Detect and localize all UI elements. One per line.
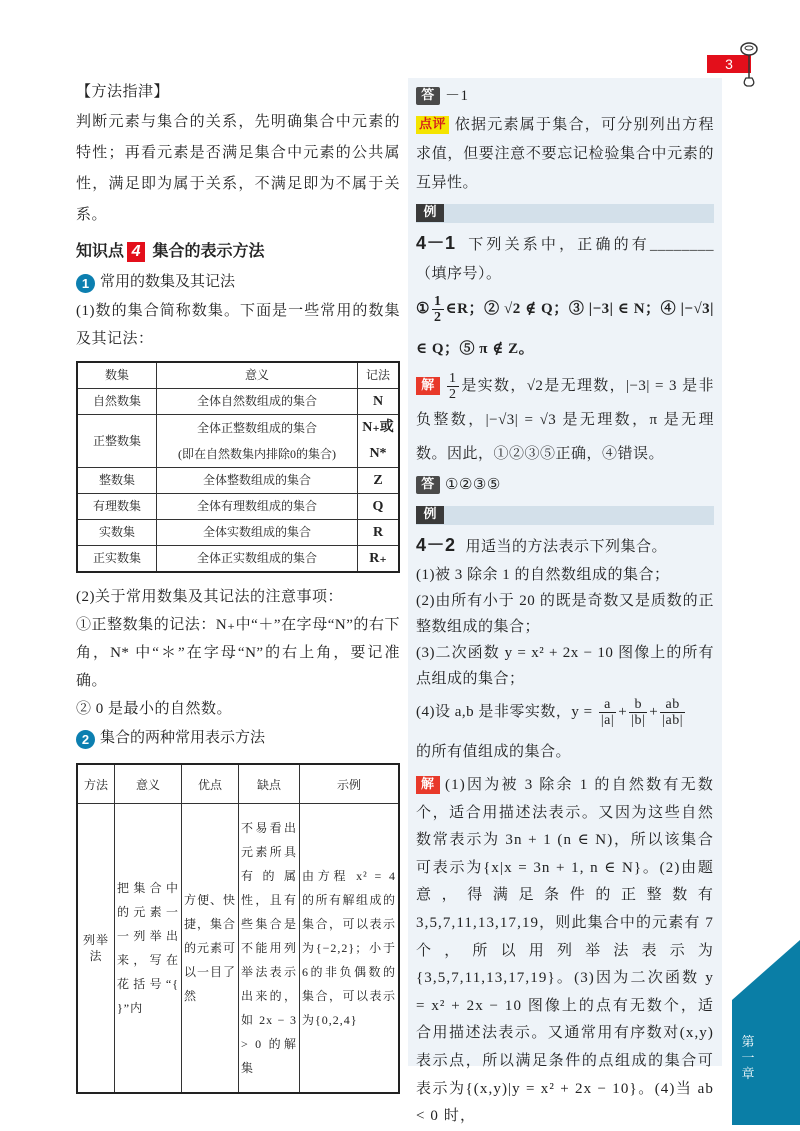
- kp-title: 集合的表示方法: [152, 243, 265, 260]
- table-header: 记法: [358, 362, 400, 389]
- set-notation: Q: [358, 494, 400, 520]
- example-4-1-items: [416, 289, 714, 369]
- table-row: [77, 494, 399, 520]
- set-name: 正整数集: [77, 415, 157, 468]
- kp-number-badge: 4: [127, 242, 145, 262]
- number-badge-icon: 1: [76, 274, 95, 293]
- notation-line: N₊或: [362, 420, 394, 435]
- subsection-title: 集合的两种常用表示方法: [100, 729, 266, 746]
- paragraph-1: (1)数的集合简称数集。下面是一些常用的数集及其记法：: [76, 303, 400, 347]
- plus-sign: +: [618, 704, 628, 720]
- set-notation: N: [358, 389, 400, 415]
- set-notation: R₊: [358, 546, 400, 573]
- set-notation: [358, 415, 400, 468]
- subsection-1-heading: [76, 267, 400, 297]
- item-prefix: ①: [416, 301, 431, 317]
- notation-alt: N*: [369, 446, 387, 461]
- solution-4-2: [416, 772, 714, 1131]
- table-header: 缺点: [239, 764, 300, 804]
- fraction: [660, 697, 685, 728]
- answer-text: ①②③⑤: [445, 477, 501, 493]
- example-item-1: (1)被 3 除余 1 的自然数组成的集合；: [416, 567, 670, 583]
- solution-label: 解: [416, 776, 440, 794]
- table-row: [77, 520, 399, 546]
- chapter-label: 第一章: [741, 1035, 755, 1082]
- fraction-denominator: 2: [434, 310, 442, 326]
- table-header-row: [77, 362, 399, 389]
- table-header: 意义: [115, 764, 182, 804]
- fraction-numerator: b: [629, 697, 647, 713]
- fraction: [599, 697, 616, 728]
- set-meaning: [157, 415, 358, 468]
- answer-text: －1: [445, 88, 469, 104]
- table-row: [77, 468, 399, 494]
- method-name: 列举法: [77, 804, 115, 1094]
- method-guide-text: 判断元素与集合的关系，先明确集合中元素的特性；再看元素是否满足集合中元素的公共属性，满足即为属于关系，不满足即为不属于关系。: [76, 114, 400, 223]
- example-4-1: [416, 229, 714, 289]
- set-name: 整数集: [77, 468, 157, 494]
- table-header: 示例: [300, 764, 400, 804]
- answer-2: [416, 471, 714, 500]
- set-meaning: 全体实数组成的集合: [157, 520, 358, 546]
- table-row: [77, 546, 399, 573]
- method-example: 由方程 x² = 4 的所有解组成的集合，可以表示为{−2,2}；小于6的非负偶数的集合，可以表示为{0,2,4}: [300, 804, 400, 1094]
- set-meaning: 全体自然数组成的集合: [157, 389, 358, 415]
- fraction-numerator: ab: [660, 697, 685, 713]
- subsection-2-heading: [76, 723, 400, 753]
- answer-1: [416, 82, 714, 111]
- method-pros: 方便、快捷，集合的元素可以一目了然: [182, 804, 239, 1094]
- example-item-3: (3)二次函数 y = x² + 2x − 10 图像上的所有点组成的集合；: [416, 645, 714, 687]
- right-column: [416, 82, 714, 1131]
- solution-label: 解: [416, 377, 440, 395]
- representation-methods-table: [76, 763, 400, 1094]
- solution-text: (1)因为被 3 除余 1 的自然数有无数个，适合用描述法表示。又因为这些自然数常表示为 3n + 1 (n ∈ N)，所以该集合可表示为{x|x = 3n + 1, n ∈ N}。(2)由题意，得满足条件的正整数有 3,5,7,11,13,17,19，则此集合中的元素有 7 个，所以用列举法表示为{3,5,7,11,13,17,19}。(3)因为二次函数 y = x² + 2x − 10 图像上的点有无数个，适合用描述法表示。又通常用有序数对(x,y)表示点，所以满足条件的点组成的集合可表示为{(x,y)|y = x² + 2x − 10}。(4)当 ab < 0 时，: [416, 777, 714, 1125]
- page-number: 3: [707, 55, 751, 73]
- items-text: ∈R；② √2 ∉ Q；③ |−3| ∈ N；④ |−√3| ∈ Q；⑤ π ∉ Z。: [416, 301, 714, 357]
- review-text: 依据元素属于集合，可分别列出方程求值，但要注意不要忘记检验集合中元素的互异性。: [416, 117, 714, 191]
- set-name: 正实数集: [77, 546, 157, 573]
- set-name: 实数集: [77, 520, 157, 546]
- number-sets-table: [76, 361, 400, 573]
- left-column: [76, 76, 400, 1094]
- set-meaning: 全体正实数组成的集合: [157, 546, 358, 573]
- table-header: 方法: [77, 764, 115, 804]
- note-2: ② 0 是最小的自然数。: [76, 701, 233, 717]
- table-header: 意义: [157, 362, 358, 389]
- fraction-numerator: a: [599, 697, 616, 713]
- fraction-denominator: |ab|: [662, 713, 684, 729]
- method-cons: 不易看出元素所具有的属性，且有些集合是不能用列举法表示出来的，如 2x − 3 > 0 的解集: [239, 804, 300, 1094]
- example-4-2: [416, 531, 714, 562]
- example-number: 4－2: [416, 535, 456, 555]
- table-row: [77, 804, 399, 1094]
- example-label: 例: [416, 204, 444, 222]
- set-meaning: 全体有理数组成的集合: [157, 494, 358, 520]
- set-notation: R: [358, 520, 400, 546]
- fraction-numerator: 1: [434, 294, 442, 310]
- example-item-2: (2)由所有小于 20 的既是奇数又是质数的正整数组成的集合；: [416, 593, 714, 635]
- fraction-denominator: |b|: [631, 713, 646, 729]
- set-meaning-line: 全体正整数组成的集合: [196, 421, 317, 435]
- note-1: ①正整数集的记法：N₊中“＋”在字母“N”的右下角，N* 中“＊”在字母“N”的右上角，要记准确。: [76, 617, 400, 689]
- table-header: 优点: [182, 764, 239, 804]
- fraction-denominator: 2: [449, 387, 457, 403]
- example-text: 下列关系中，正确的有________（填序号）。: [416, 237, 714, 282]
- table-header-row: [77, 764, 399, 804]
- fraction: [629, 697, 647, 728]
- knowledge-point-heading: [76, 237, 400, 267]
- fraction: [447, 371, 459, 402]
- answer-label: 答: [416, 87, 440, 105]
- example-bar: [416, 204, 714, 223]
- plus-sign: +: [649, 704, 659, 720]
- solution-4-1: [416, 369, 714, 471]
- fraction-numerator: 1: [449, 371, 457, 387]
- subsection-title: 常用的数集及其记法: [100, 273, 236, 290]
- paragraph-2: (2)关于常用数集及其记法的注意事项：: [76, 589, 343, 605]
- set-meaning-note: (即在自然数集内排除0的集合): [178, 447, 336, 461]
- fraction: [432, 294, 444, 325]
- kp-prefix: 知识点: [76, 243, 125, 260]
- item-prefix: (4)设 a,b 是非零实数，y =: [416, 704, 593, 720]
- fraction-denominator: |a|: [600, 713, 615, 729]
- example-number: 4－1: [416, 233, 456, 253]
- chapter-tab: [732, 940, 800, 1125]
- number-badge-icon: 2: [76, 730, 95, 749]
- example-label: 例: [416, 506, 444, 524]
- example-item-4: [416, 692, 714, 772]
- set-name: 自然数集: [77, 389, 157, 415]
- solution-text: 是实数，√2是无理数，|−3| = 3 是非负整数，|−√3| = √3 是无理数，π 是无理数。因此，①②③⑤正确，④错误。: [416, 378, 714, 462]
- set-notation: Z: [358, 468, 400, 494]
- method-meaning: 把集合中的元素一一列举出来，写在花括号“{ }”内: [115, 804, 182, 1094]
- table-row: [77, 415, 399, 468]
- review: [416, 111, 714, 198]
- method-guide-title: 【方法指津】: [76, 82, 170, 100]
- table-row: [77, 389, 399, 415]
- answer-label: 答: [416, 476, 440, 494]
- review-label: 点评: [416, 116, 449, 134]
- set-meaning: 全体整数组成的集合: [157, 468, 358, 494]
- table-header: 数集: [77, 362, 157, 389]
- example-bar: [416, 506, 714, 525]
- set-name: 有理数集: [77, 494, 157, 520]
- item-suffix: 的所有值组成的集合。: [416, 744, 572, 760]
- example-text: 用适当的方法表示下列集合。: [465, 539, 668, 555]
- pushpin-icon: [738, 40, 760, 90]
